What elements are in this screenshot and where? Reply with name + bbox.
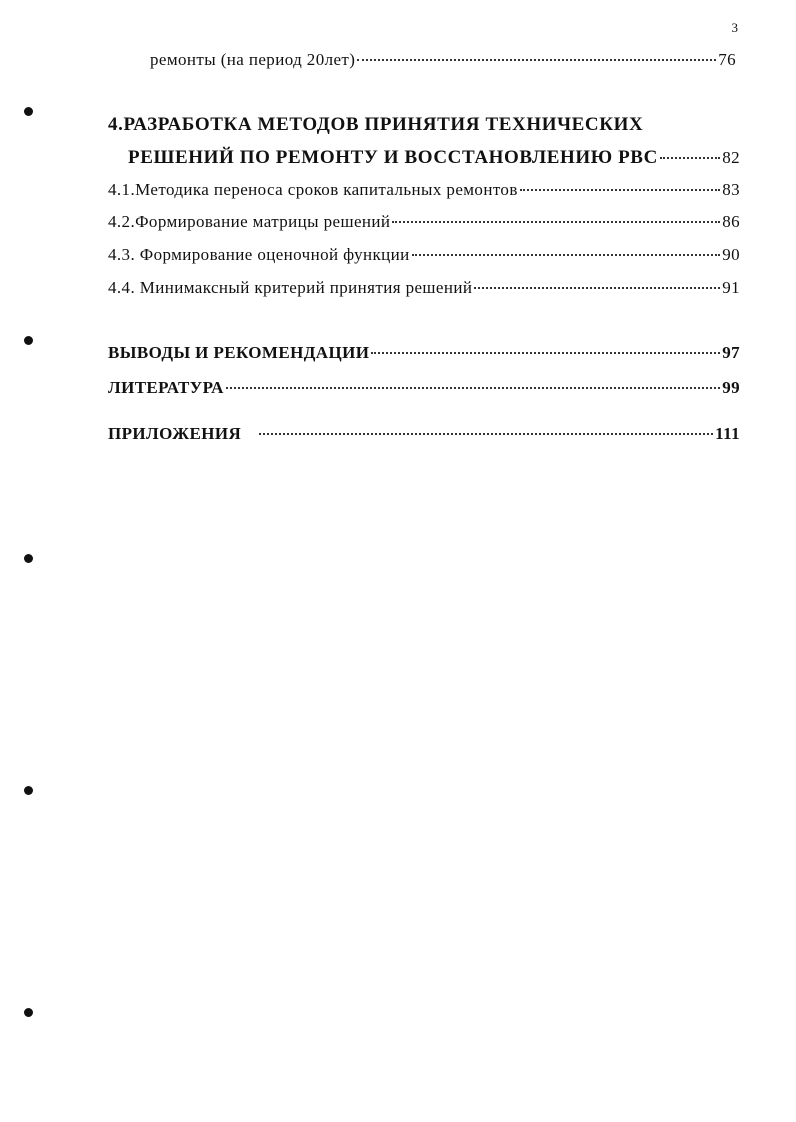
toc-leader-dots [392, 221, 720, 223]
toc-entry-continued [150, 50, 736, 74]
toc-leader-dots [371, 352, 720, 354]
toc-entry-page: 76 [718, 50, 736, 69]
toc-entry-label: ЛИТЕРАТУРА [108, 378, 224, 397]
toc-entry-label: 4.4. Минимаксный критерий принятия решений [108, 278, 473, 297]
toc-entry-page: 90 [722, 245, 740, 264]
toc-entry-chapter-4 [128, 147, 740, 171]
binding-hole-1 [24, 107, 33, 116]
page-number: 3 [731, 20, 738, 35]
toc-entry-literature [108, 378, 740, 402]
toc-entry-page: 97 [722, 343, 740, 362]
toc-leader-dots [259, 433, 713, 435]
toc-leader-dots [474, 287, 720, 289]
toc-entry-label: 4.1.Методика переноса сроков капитальных ремонтов [108, 180, 518, 199]
toc-leader-dots [412, 254, 721, 256]
toc-entry-4-2 [108, 212, 740, 236]
toc-entry-page: 99 [722, 378, 740, 397]
toc-entry-label: ВЫВОДЫ И РЕКОМЕНДАЦИИ [108, 343, 370, 362]
toc-leader-dots [520, 189, 720, 191]
toc-entry-page: 83 [722, 180, 740, 199]
toc-leader-dots [660, 157, 720, 159]
toc-entry-appendices [108, 424, 740, 448]
toc-leader-dots [357, 59, 716, 61]
toc-entry-4-3 [108, 245, 740, 269]
chapter-4-heading: 4.РАЗРАБОТКА МЕТОДОВ ПРИНЯТИЯ ТЕХНИЧЕСКИХ [108, 114, 644, 135]
toc-entry-page: 82 [722, 148, 740, 167]
toc-entry-page: 86 [722, 212, 740, 231]
toc-entry-label: РЕШЕНИЙ ПО РЕМОНТУ И ВОССТАНОВЛЕНИЮ РВС [128, 147, 658, 168]
toc-entry-label: ремонты (на период 20лет) [150, 50, 356, 69]
binding-hole-2 [24, 336, 33, 345]
toc-entry-label: 4.3. Формирование оценочной функции [108, 245, 410, 264]
binding-hole-3 [24, 554, 33, 563]
toc-entry-label: 4.2.Формирование матрицы решений [108, 212, 391, 231]
binding-hole-5 [24, 1008, 33, 1017]
toc-entry-conclusions [108, 343, 740, 367]
toc-entry-label: ПРИЛОЖЕНИЯ [108, 424, 242, 443]
toc-entry-4-4 [108, 278, 740, 302]
toc-entry-4-1 [108, 180, 740, 204]
toc-entry-page: 111 [715, 424, 740, 443]
toc-entry-page: 91 [722, 278, 740, 297]
binding-hole-4 [24, 786, 33, 795]
toc-leader-dots [226, 387, 720, 389]
